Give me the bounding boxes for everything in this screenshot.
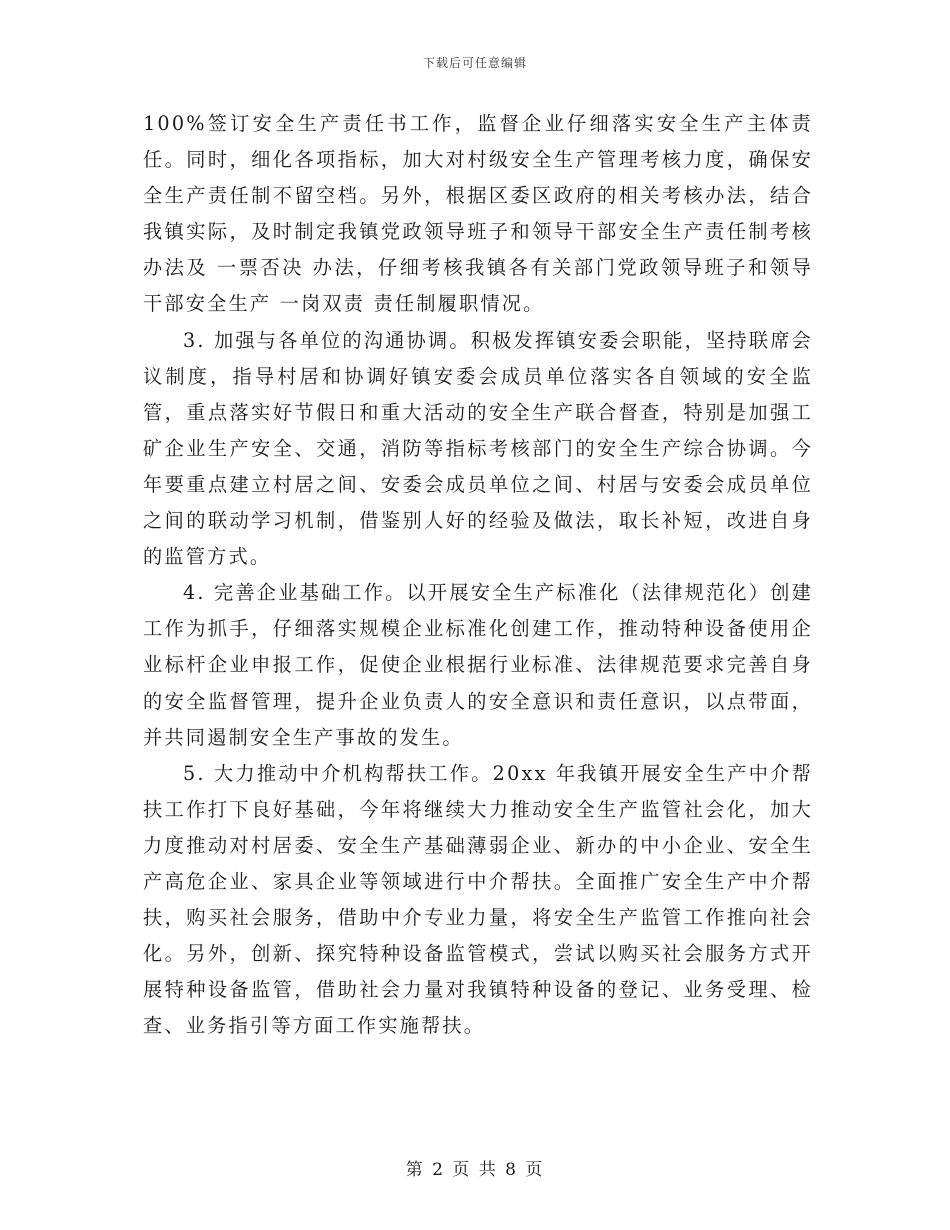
paragraph-2: 3. 加强与各单位的沟通协调。积极发挥镇安委会职能，坚持联席会议制度，指导村居和协调好镇安委会成员单位落实各自领域的安全监管，重点落实好节假日和重大活动的安全生产联合督查，特别是加强工矿企业生产安全、交通，消防等指标考核部门的安全生产综合协调。今年要重点建立村居之间、安委会成员单位之间、村居与安委会成员单位之间的联动学习机制，借鉴别人好的经验及做法，取长补短，改进自身的监管方式。	[143, 328, 813, 569]
paragraph-1: 100%签订安全生产责任书工作，监督企业仔细落实安全生产主体责任。同时，细化各项指标，加大对村级安全生产管理考核力度，确保安全生产责任制不留空档。另外，根据区委区政府的相关考核办法，结合我镇实际，及时制定我镇党政领导班子和领导干部安全生产责任制考核办法及 一票否决 办法，仔细考核我镇各有关部门党政领导班子和领导干部安全生产 一岗双责 责任制履职情况。	[143, 112, 813, 316]
document-body	[143, 106, 813, 1044]
paragraph-4: 5. 大力推动中介机构帮扶工作。20xx 年我镇开展安全生产中介帮扶工作打下良好基础，今年将继续大力推动安全生产监管社会化，加大力度推动对村居委、安全生产基础薄弱企业、新办的中小企业、安全生产高危企业、家具企业等领域进行中介帮扶。全面推广安全生产中介帮扶，购买社会服务，借助中介专业力量，将安全生产监管工作推向社会化。另外，创新、探究特种设备监管模式，尝试以购买社会服务方式开展特种设备监管，借助社会力量对我镇特种设备的登记、业务受理、检查、业务指引等方面工作实施帮扶。	[143, 761, 813, 1038]
page-header: 下载后可任意编辑	[422, 56, 527, 70]
page-footer: 第 2 页 共 8 页	[405, 1160, 545, 1180]
paragraph-3: 4. 完善企业基础工作。以开展安全生产标准化（法律规范化）创建工作为抓手，仔细落实规模企业标准化创建工作，推动特种设备使用企业标杆企业申报工作，促使企业根据行业标准、法律规范要求完善自身的安全监督管理，提升企业负责人的安全意识和责任意识，以点带面，并共同遏制安全生产事故的发生。	[143, 581, 813, 749]
